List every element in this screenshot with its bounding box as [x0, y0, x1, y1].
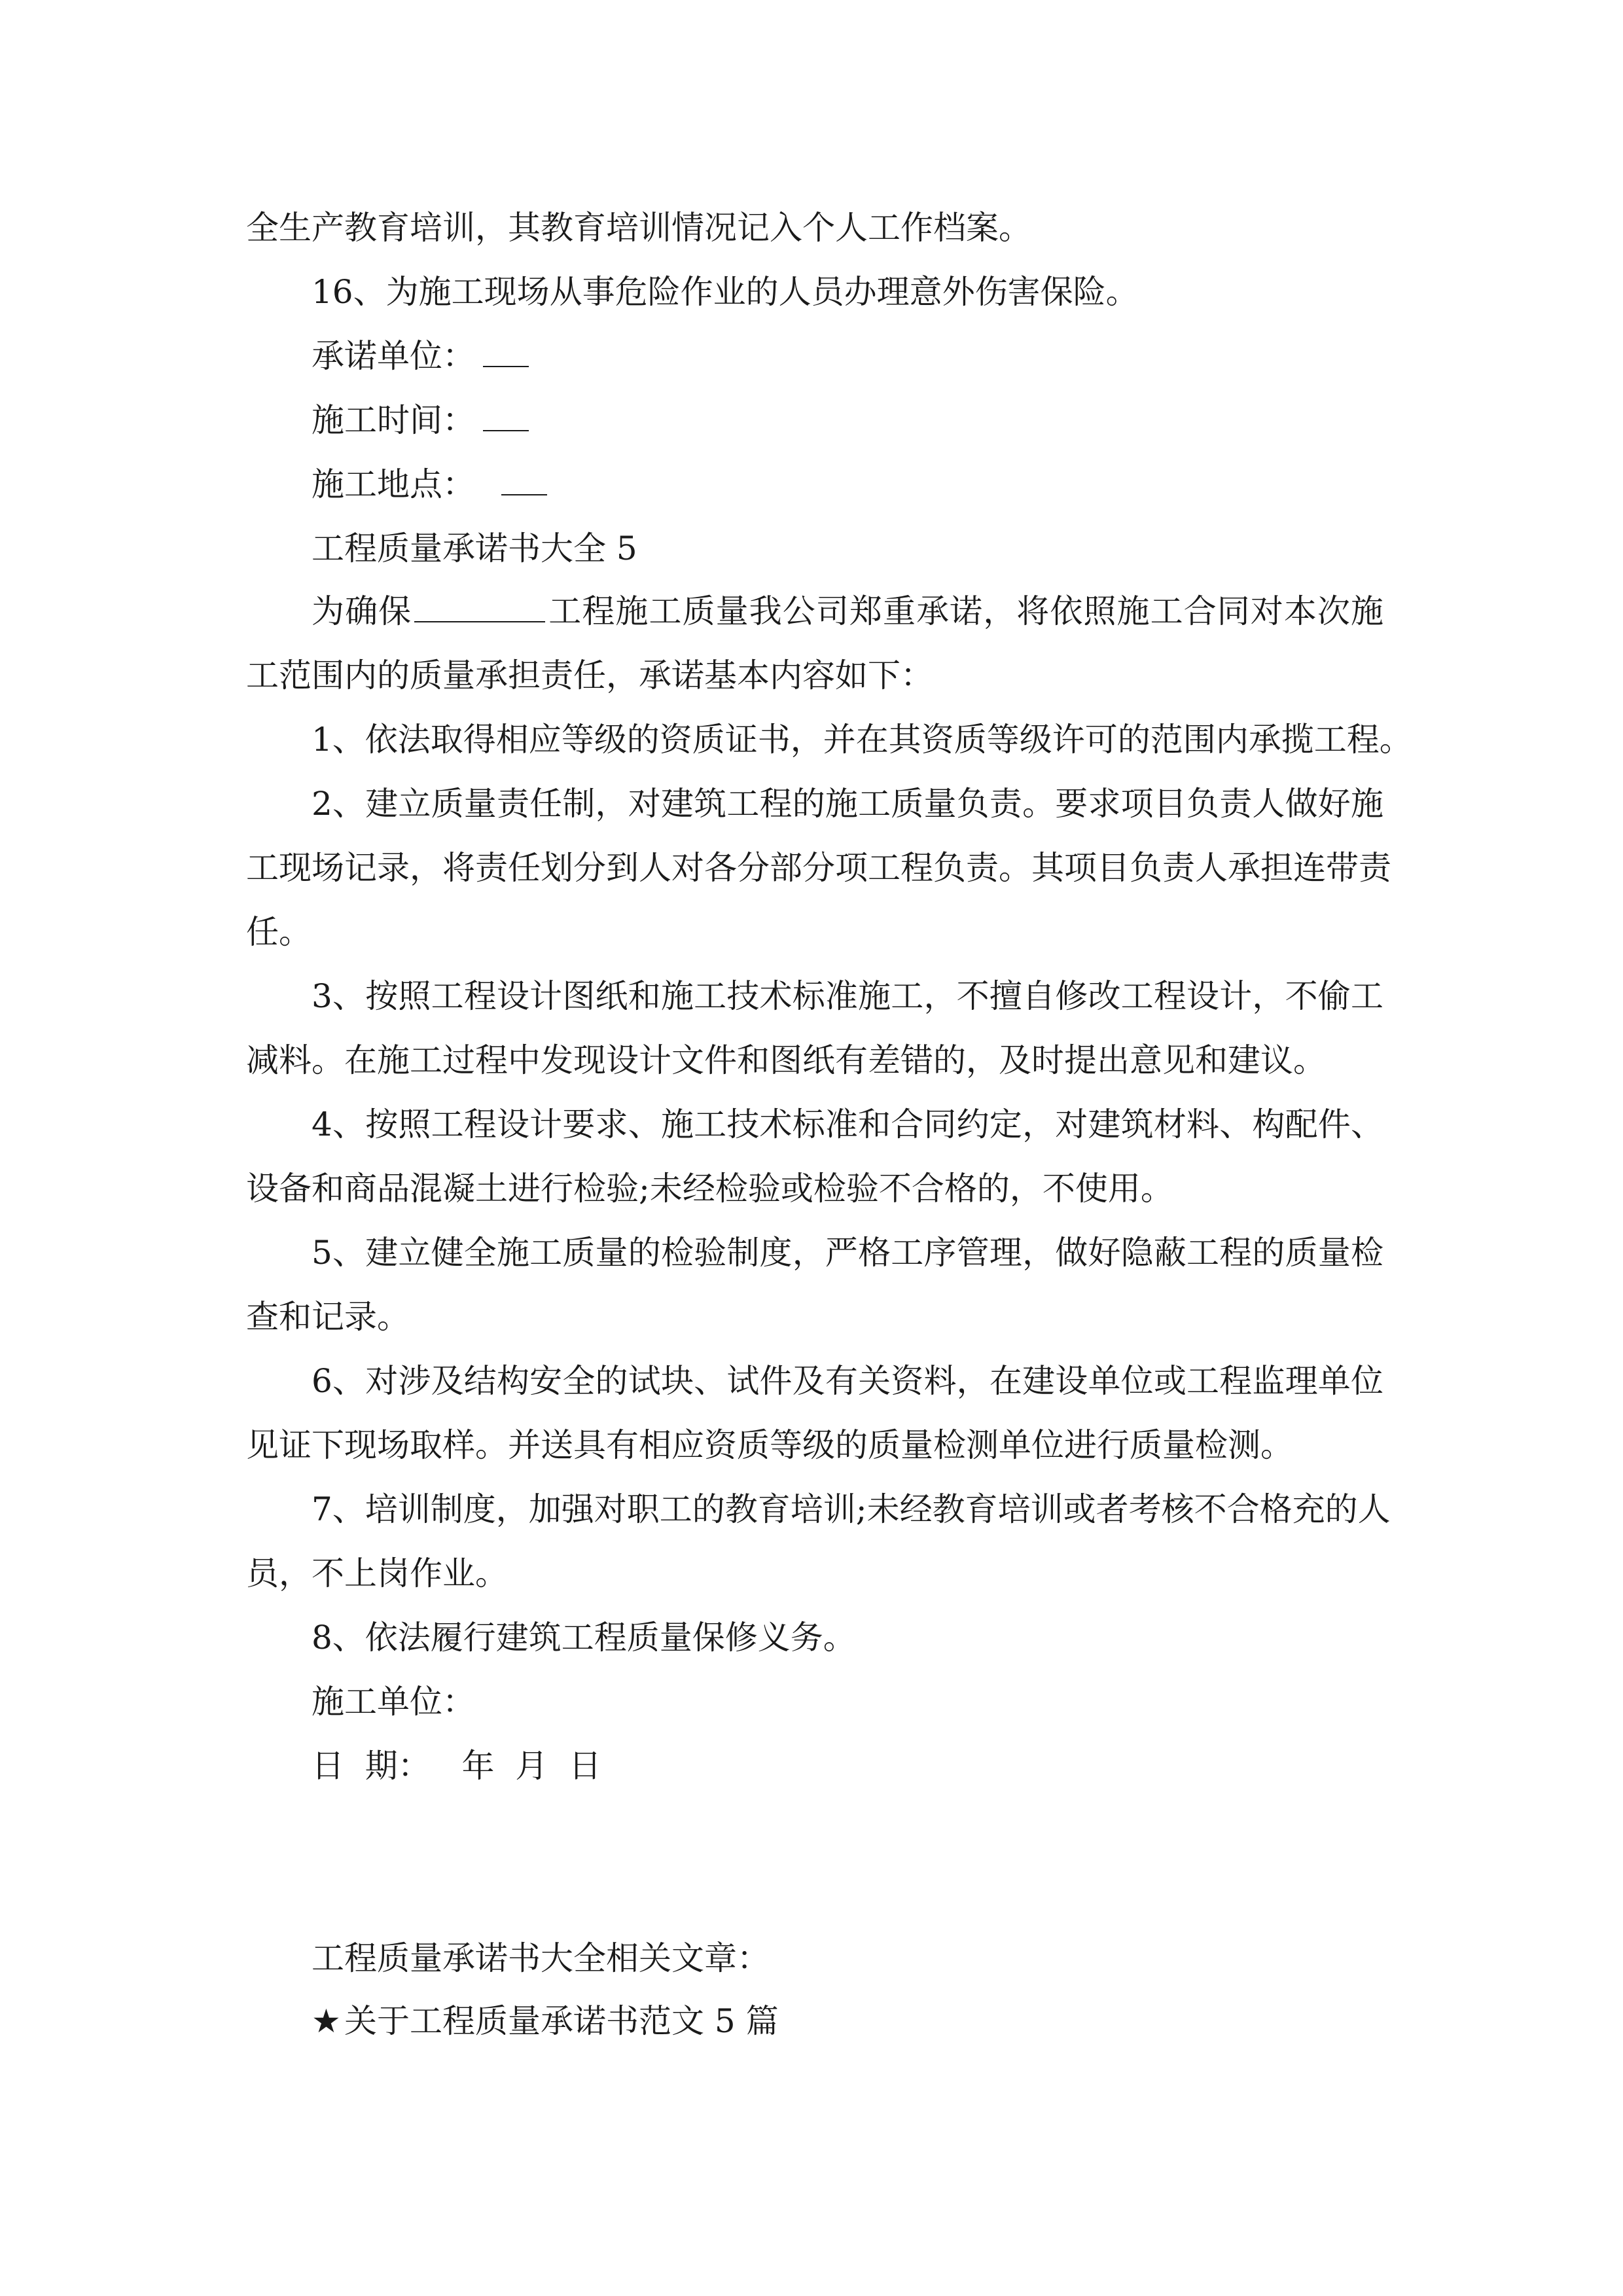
- paragraph-line: 查和记录。: [246, 1298, 410, 1336]
- construction-time-field: [312, 401, 529, 440]
- paragraph-line: 任。: [246, 913, 312, 951]
- paragraph-line: 工现场记录，将责任划分到人对各分部分项工程负责。其项目负责人承担连带责: [246, 849, 1391, 887]
- signature-unit: 施工单位：: [312, 1683, 475, 1721]
- related-article-label: 关于工程质量承诺书范文 5 篇: [344, 2002, 779, 2040]
- text-segment: 工程施工质量我公司郑重承诺，将依照施工合同对本次施: [548, 592, 1384, 630]
- field-label: 承诺单位：: [312, 337, 475, 375]
- paragraph-line: 16、为施工现场从事危险作业的人员办理意外伤害保险。: [312, 273, 1139, 311]
- fill-blank: [483, 403, 529, 431]
- fill-blank: [483, 338, 529, 367]
- list-item: 1、依法取得相应等级的资质证书，并在其资质等级许可的范围内承揽工程。: [312, 721, 1412, 759]
- fill-blank: [501, 467, 547, 495]
- section-heading: 工程质量承诺书大全 5: [312, 529, 637, 567]
- construction-site-field: [312, 465, 547, 504]
- pledge-unit-field: [312, 336, 529, 376]
- paragraph-line: 见证下现场取样。并送具有相应资质等级的质量检测单位进行质量检测。: [246, 1426, 1293, 1464]
- list-item: 8、依法履行建筑工程质量保修义务。: [312, 1619, 856, 1657]
- text-segment: 为确保: [312, 592, 412, 630]
- paragraph-line: 减料。在施工过程中发现设计文件和图纸有差错的，及时提出意见和建议。: [246, 1041, 1326, 1079]
- paragraph-line: 设备和商品混凝土进行检验;未经检验或检验不合格的，不使用。: [246, 1170, 1173, 1208]
- list-item: 6、对涉及结构安全的试块、试件及有关资料，在建设单位或工程监理单位: [312, 1362, 1383, 1400]
- paragraph-line: 工范围内的质量承担责任，承诺基本内容如下：: [246, 656, 933, 694]
- paragraph-line: 全生产教育培训，其教育培训情况记入个人工作档案。: [246, 209, 1031, 247]
- related-articles-title: 工程质量承诺书大全相关文章：: [312, 1939, 770, 1977]
- list-item: 7、培训制度，加强对职工的教育培训;未经教育培训或者考核不合格充的人: [312, 1490, 1391, 1528]
- list-item: 5、建立健全施工质量的检验制度，严格工序管理，做好隐蔽工程的质量检: [312, 1234, 1383, 1272]
- signature-date: 日 期： 年 月 日: [312, 1747, 602, 1785]
- project-name-blank: [414, 594, 545, 622]
- related-article-link[interactable]: [312, 2001, 779, 2041]
- list-item: 2、建立质量责任制，对建筑工程的施工质量负责。要求项目负责人做好施: [312, 785, 1383, 823]
- paragraph-line: [312, 592, 1383, 631]
- field-label: 施工时间：: [312, 401, 475, 439]
- field-label: 施工地点：: [312, 465, 475, 503]
- paragraph-line: 员，不上岗作业。: [246, 1554, 508, 1592]
- list-item: 4、按照工程设计要求、施工技术标准和合同约定，对建筑材料、构配件、: [312, 1105, 1383, 1143]
- star-icon: ★: [312, 2002, 341, 2040]
- list-item: 3、按照工程设计图纸和施工技术标准施工，不擅自修改工程设计，不偷工: [312, 977, 1383, 1015]
